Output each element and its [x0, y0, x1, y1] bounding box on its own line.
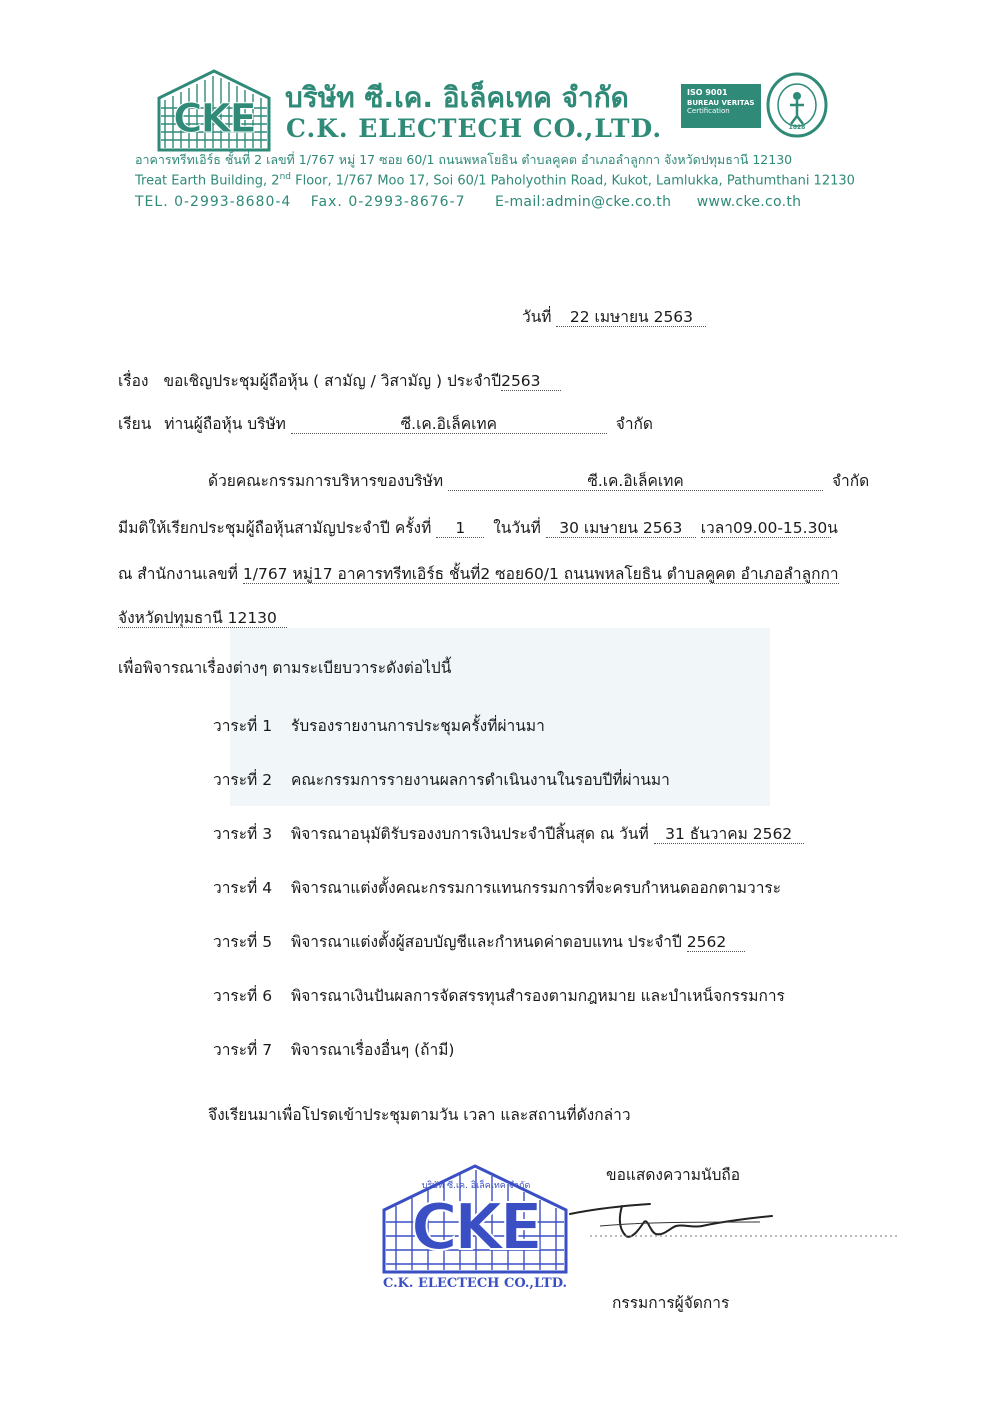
agenda-item-1: [213, 713, 545, 738]
subject-line: [118, 368, 561, 393]
to-company: ซี.เค.อิเล็คเทค: [291, 416, 607, 434]
to-suffix: จำกัด: [615, 415, 654, 433]
paragraph-3: [118, 561, 839, 586]
tel-number: TEL. 0-2993-8680-4: [135, 194, 292, 210]
p3-address: 1/767 หมู่17 อาคารทรีทเอิร์ธ ชั้นที่2 ซอย60/1 ถนนพหลโยธิน ตำบลคูคต อำเภอลำลูกกา: [242, 565, 839, 583]
company-logo: [155, 68, 273, 152]
agenda-item-7: [213, 1037, 454, 1062]
bv-year: 1828: [788, 124, 806, 131]
agenda-item-5: [213, 929, 745, 954]
p2-date-label: ในวันที่: [493, 519, 541, 537]
paragraph-1: [208, 468, 869, 493]
subject-label: เรื่อง: [118, 372, 149, 390]
agenda-number: วาระที่ 6: [213, 987, 273, 1005]
agenda-item-4: [213, 875, 781, 900]
p2-text: มีมติให้เรียกประชุมผู้ถือหุ้นสามัญประจำปี ครั้งที่: [118, 519, 432, 537]
agenda-number: วาระที่ 4: [213, 879, 273, 897]
email: E-mail:admin@cke.co.th: [495, 194, 672, 210]
iso-line3: Certification: [687, 107, 730, 115]
p1-company: ซี.เค.อิเล็คเทค: [448, 473, 823, 491]
recipient-line: [118, 411, 653, 436]
p1-suffix: จำกัด: [831, 472, 870, 490]
to-label: เรียน: [118, 415, 152, 433]
letterhead: [0, 0, 993, 220]
agenda-extra: 2562: [687, 934, 745, 952]
stamp-logo-text: CKE: [410, 1191, 540, 1265]
agenda-text: พิจารณาเรื่องอื่นๆ (ถ้ามี): [291, 1041, 455, 1059]
agenda-text: พิจารณาแต่งตั้งคณะกรรมการแทนกรรมการที่จะครบกำหนดออกตามวาระ: [291, 879, 782, 897]
agenda-number: วาระที่ 1: [213, 717, 273, 735]
company-stamp: [370, 1160, 580, 1298]
date-label: วันที่: [522, 308, 552, 326]
iso-line2: BUREAU VERITAS: [687, 99, 755, 107]
paragraph-4: [118, 609, 287, 628]
to-text: ท่านผู้ถือหุ้น บริษัท: [164, 415, 286, 433]
closing-sentence: จึงเรียนมาเพื่อโปรดเข้าประชุมตามวัน เวลา และสถานที่ดังกล่าว: [208, 1106, 631, 1124]
signature: [560, 1192, 900, 1252]
signer-title: กรรมการผู้จัดการ: [612, 1294, 730, 1312]
company-name-th: บริษัท ซี.เค. อิเล็คเทค จำกัด: [285, 81, 629, 114]
agenda-text: รับรองรายงานการประชุมครั้งที่ผ่านมา: [291, 717, 545, 735]
subject-text: ขอเชิญประชุมผู้ถือหุ้น ( สามัญ / วิสามัญ ) ประจำปี: [163, 372, 502, 390]
logo-text: CKE: [173, 96, 255, 142]
letter-date: [522, 304, 706, 329]
iso-badge: [681, 84, 761, 128]
agenda-text: พิจารณาอนุมัติรับรองงบการเงินประจำปีสิ้นสุด ณ วันที่: [291, 825, 649, 843]
bureau-veritas-seal: [766, 72, 828, 138]
fax-number: Fax. 0-2993-8676-7: [310, 194, 466, 210]
agenda-extra: 31 ธันวาคม 2562: [654, 826, 804, 844]
stamp-arc-text: บริษัท ซี.เค. อิเล็คเทค จำกัด: [421, 1181, 531, 1191]
regards: ขอแสดงความนับถือ: [606, 1166, 741, 1184]
paragraph-5: เพื่อพิจารณาเรื่องต่างๆ ตามระเบียบวาระดังต่อไปนี้: [118, 659, 452, 677]
address-th: อาคารทรีทเอิร์ธ ชั้นที่ 2 เลขที่ 1/767 หมู่ 17 ซอย 60/1 ถนนพหลโยธิน ตำบลคูคต อำเภอลำลูกกา จังหวัดปทุมธานี 12130: [135, 152, 793, 167]
p2-time: เวลา09.00-15.30น: [700, 519, 838, 537]
agenda-item-3: [213, 821, 804, 846]
agenda-item-6: [213, 983, 785, 1008]
address-en: [135, 172, 855, 188]
agenda-text: พิจารณาเงินปันผลการจัดสรรทุนสำรองตามกฎหมาย และบำเหน็จกรรมการ: [291, 987, 785, 1005]
agenda-item-2: [213, 767, 670, 792]
agenda-text: พิจารณาแต่งตั้งผู้สอบบัญชีและกำหนดค่าตอบแทน ประจำปี: [291, 933, 682, 951]
p4-address: จังหวัดปทุมธานี 12130: [118, 610, 287, 628]
p2-date: 30 เมษายน 2563: [546, 520, 696, 538]
address-en-part2: Floor, 1/767 Moo 17, Soi 60/1 Paholyothin Road, Kukot, Lamlukka, Pathumthani 12130: [290, 173, 855, 189]
website: www.cke.co.th: [696, 194, 802, 210]
contact-line: [135, 194, 801, 210]
iso-line1: ISO 9001: [687, 88, 728, 97]
agenda-number: วาระที่ 2: [213, 771, 273, 789]
company-name-en: C.K. ELECTECH CO.,LTD.: [286, 114, 663, 143]
stamp-name-en: C.K. ELECTECH CO.,LTD.: [382, 1276, 568, 1291]
subject-year: 2563: [501, 373, 561, 391]
agenda-text: คณะกรรมการรายงานผลการดำเนินงานในรอบปีที่ผ่านมา: [291, 771, 670, 789]
agenda-number: วาระที่ 3: [213, 825, 273, 843]
agenda-number: วาระที่ 7: [213, 1041, 273, 1059]
agenda-number: วาระที่ 5: [213, 933, 273, 951]
date-value: 22 เมษายน 2563: [556, 309, 706, 327]
p2-no: 1: [436, 520, 484, 538]
paragraph-2: [118, 515, 838, 540]
address-en-sup: nd: [279, 172, 291, 182]
address-en-part1: Treat Earth Building, 2: [135, 173, 280, 189]
p3-label: ณ สำนักงานเลขที่: [118, 565, 238, 583]
p1-text: ด้วยคณะกรรมการบริหารของบริษัท: [208, 472, 444, 490]
